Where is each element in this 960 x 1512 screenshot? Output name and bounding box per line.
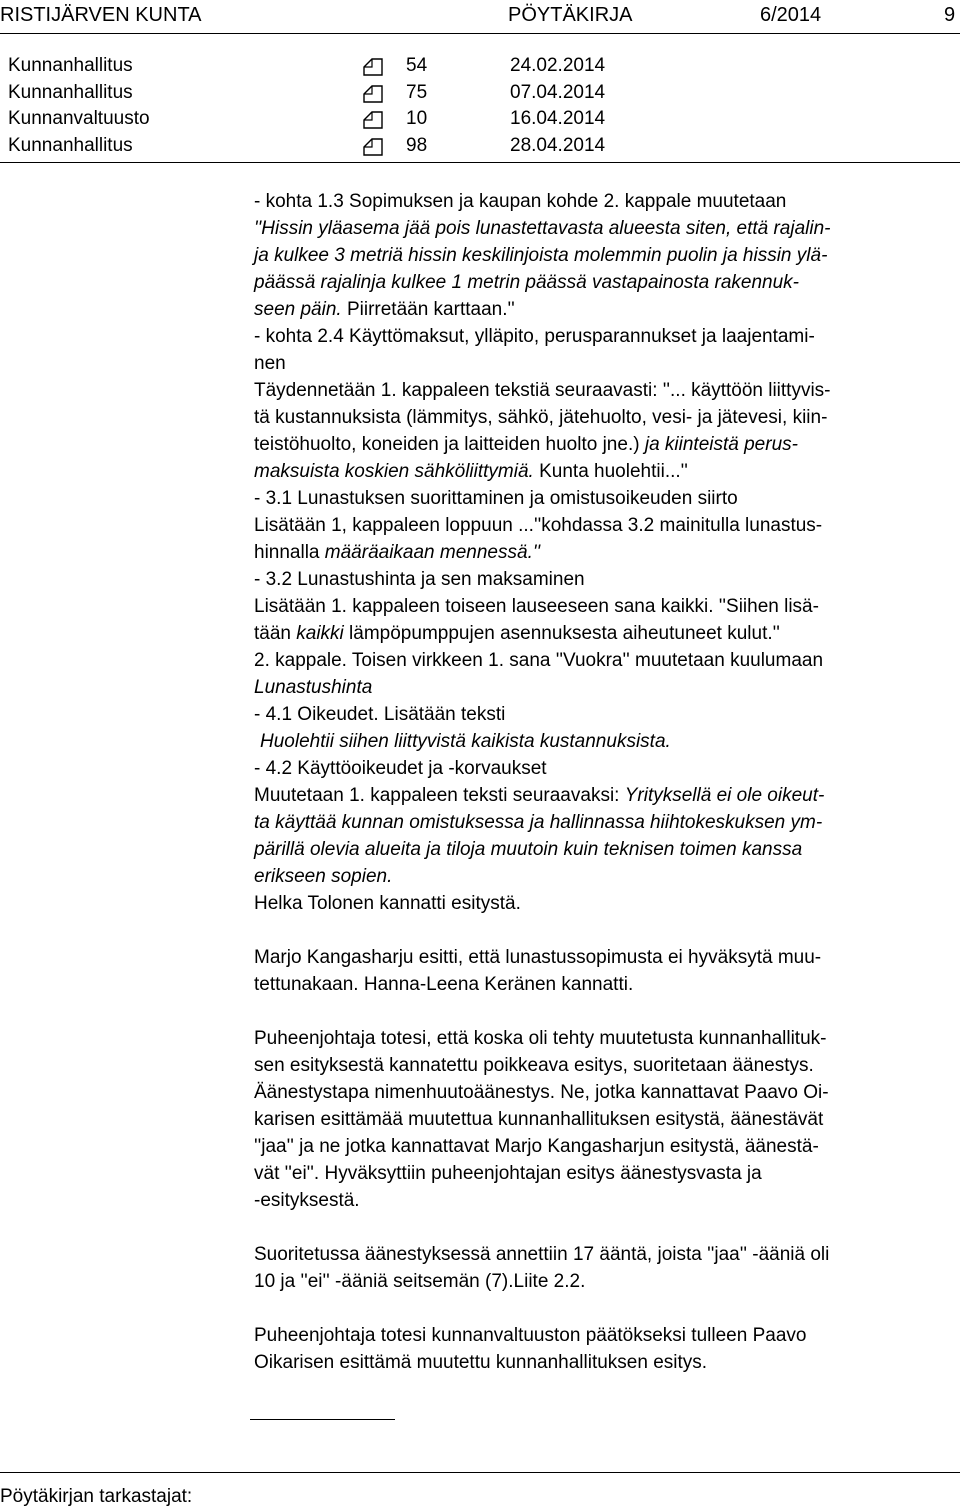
- text-line: vät ''ei''. Hyväksyttiin puheenjohtajan esitys äänestysvasta ja: [254, 1163, 762, 1184]
- issue-number: 6/2014: [760, 4, 822, 26]
- minutes-body: [254, 188, 956, 1376]
- text-line: seen päin. Piirretään karttaan.'': [254, 299, 515, 320]
- text-line: sen esityksestä kannatettu poikkeava esitys, suoritetaan äänestys.: [254, 1055, 814, 1076]
- meeting-date: 07.04.2014: [510, 81, 606, 103]
- text-line: - 3.2 Lunastushinta ja sen maksaminen: [254, 569, 585, 590]
- text-line: Täydennetään 1. kappaleen tekstiä seuraavasti: ''... käyttöön liittyvis-: [254, 380, 831, 401]
- header-divider: [0, 33, 960, 34]
- text-line: Huolehtii siihen liittyvistä kaikista kustannuksista.: [260, 731, 671, 752]
- text-line: tään kaikki lämpöpumppujen asennuksesta aiheutuneet kulut.'': [254, 623, 780, 644]
- document-link-icon[interactable]: [363, 111, 383, 129]
- meeting-number: 75: [406, 81, 428, 103]
- text-line: ''jaa'' ja ne jotka kannattavat Marjo Kangasharjun esitystä, äänestä-: [254, 1136, 819, 1157]
- organization-name: RISTIJÄRVEN KUNTA: [0, 4, 202, 26]
- meeting-number: 10: [406, 108, 428, 129]
- document-type: PÖYTÄKIRJA: [508, 4, 633, 26]
- text-line: hinnalla määräaikaan mennessä.'': [254, 542, 541, 563]
- text-line: ta käyttää kunnan omistuksessa ja hallinnassa hiihtokeskuksen ym-: [254, 812, 823, 833]
- document-link-icon[interactable]: [363, 138, 383, 156]
- text-line: Helka Tolonen kannatti esitystä.: [254, 893, 521, 914]
- text-line: maksuista koskien sähköliittymiä. Kunta huolehtii...'': [254, 461, 688, 482]
- text-line: Äänestystapa nimenhuutoäänestys. Ne, jotka kannattavat Paavo Oi-: [254, 1082, 829, 1103]
- text-line: Oikarisen esittämä muutettu kunnanhallituksen esitys.: [254, 1352, 708, 1373]
- text-line: 2. kappale. Toisen virkkeen 1. sana ''Vuokra'' muutetaan kuulumaan: [254, 650, 824, 671]
- meeting-date: 16.04.2014: [510, 108, 606, 129]
- text-line: - 4.2 Käyttöoikeudet ja -korvaukset: [254, 758, 547, 779]
- document-link-icon[interactable]: [363, 58, 383, 76]
- text-line: - 3.1 Lunastuksen suorittaminen ja omistusoikeuden siirto: [254, 488, 738, 509]
- text-line: - 4.1 Oikeudet. Lisätään teksti: [254, 704, 506, 725]
- reviewers-label: Pöytäkirjan tarkastajat:: [0, 1486, 193, 1507]
- text-line: erikseen sopien.: [254, 866, 393, 887]
- meeting-date: 24.02.2014: [510, 55, 606, 76]
- text-line: Lisätään 1, kappaleen loppuun ...''kohdassa 3.2 mainitulla lunastus-: [254, 515, 823, 536]
- text-line: tettunakaan. Hanna-Leena Keränen kannatti.: [254, 974, 634, 995]
- text-line: ''Hissin yläasema jää pois lunastettavasta alueesta siten, että rajalin-: [254, 218, 831, 239]
- text-line: -esityksestä.: [254, 1190, 360, 1211]
- text-line: ja kulkee 3 metriä hissin keskilinjoista molemmin puolin ja hissin ylä-: [254, 245, 828, 266]
- attachment-reference: Liite 2.2.: [513, 1271, 586, 1292]
- meeting-date: 28.04.2014: [510, 134, 606, 156]
- text-line: - kohta 2.4 Käyttömaksut, ylläpito, perusparannukset ja laajentami-: [254, 326, 815, 347]
- text-line: Puheenjohtaja totesi, että koska oli tehty muutetusta kunnanhallituk-: [254, 1028, 827, 1049]
- meeting-body: Kunnanhallitus: [8, 134, 133, 156]
- text-line: Lunastushinta: [254, 677, 373, 698]
- text-line: - kohta 1.3 Sopimuksen ja kaupan kohde 2. kappale muutetaan: [254, 191, 787, 212]
- text-line: Marjo Kangasharju esitti, että lunastussopimusta ei hyväksytä muu-: [254, 947, 822, 968]
- text-line: tä kustannuksista (lämmitys, sähkö, jätehuolto, vesi- ja jätevesi, kiin-: [254, 407, 828, 428]
- text-line: karisen esittämää muutettua kunnanhallituksen esitystä, äänestävät: [254, 1109, 824, 1130]
- page-header: [0, 0, 960, 30]
- text-line: Lisätään 1. kappaleen toiseen lauseeseen sana kaikki. ''Siihen lisä-: [254, 596, 819, 617]
- document-link-icon[interactable]: [363, 85, 383, 103]
- meeting-number: 54: [406, 55, 428, 76]
- table-divider: [0, 162, 960, 163]
- meeting-body: Kunnanhallitus: [8, 81, 133, 103]
- text-line: päässä rajalinja kulkee 1 metrin päässä vastapainosta rakennuk-: [254, 272, 799, 293]
- text-line: 10 ja ''ei'' -ääniä seitsemän (7).Liite 2.2.: [254, 1271, 586, 1292]
- meeting-number: 98: [406, 134, 428, 156]
- text-line: Suoritetussa äänestyksessä annettiin 17 ääntä, joista ''jaa'' -ääniä oli: [254, 1244, 830, 1265]
- footer-divider: [0, 1472, 960, 1473]
- text-line: Puheenjohtaja totesi kunnanvaltuuston päätökseksi tulleen Paavo: [254, 1325, 807, 1346]
- text-line: pärillä olevia alueita ja tiloja muutoin kuin teknisen toimen kanssa: [254, 839, 803, 860]
- page-number: 9: [944, 4, 956, 26]
- signature-line: [250, 1419, 395, 1420]
- meeting-body: Kunnanhallitus: [8, 55, 133, 76]
- text-line: teistöhuolto, koneiden ja laitteiden huolto jne.) ja kiinteistä perus-: [254, 434, 798, 455]
- text-line: nen: [254, 353, 286, 374]
- meeting-body: Kunnanvaltuusto: [8, 108, 150, 129]
- text-line: Muutetaan 1. kappaleen teksti seuraavaksi: Yrityksellä ei ole oikeut-: [254, 785, 825, 806]
